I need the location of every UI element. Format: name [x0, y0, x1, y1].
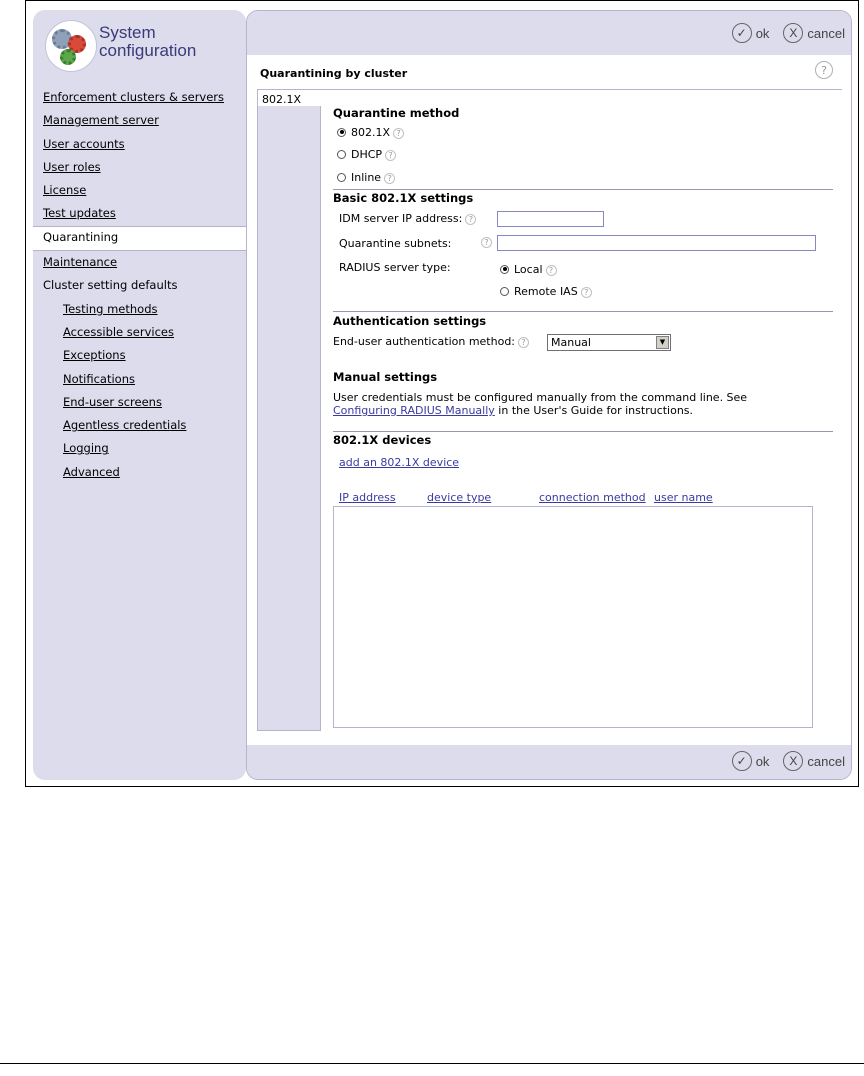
sidebar-item-label: Testing methods: [63, 301, 158, 316]
sidebar-item-user-roles[interactable]: [33, 156, 246, 179]
gear-icon: [60, 49, 76, 65]
radio-icon: [337, 150, 346, 159]
basic-settings-heading: Basic 802.1X settings: [333, 191, 474, 205]
manual-settings-heading: Manual settings: [333, 370, 438, 384]
app-title: [99, 24, 196, 60]
sidebar-item-notifications[interactable]: [33, 368, 246, 391]
radio-radius-remote-ias[interactable]: [500, 285, 592, 298]
help-icon[interactable]: ?: [546, 265, 557, 276]
radio-802-1x[interactable]: [337, 126, 404, 139]
sidebar-item-label: Test updates: [43, 206, 116, 221]
radio-label: Inline: [351, 171, 382, 184]
sidebar-item-testing-methods[interactable]: [33, 298, 246, 321]
radio-label: DHCP: [351, 148, 383, 161]
idm-server-label-text: IDM server IP address:: [339, 212, 463, 225]
auth-method-label-text: End-user authentication method:: [333, 335, 516, 348]
sidebar-item-label: Management server: [43, 113, 159, 128]
idm-server-label: [339, 212, 476, 225]
tab-802-1x[interactable]: 802.1X: [258, 90, 321, 106]
column-device-type[interactable]: device type: [427, 491, 492, 504]
help-icon[interactable]: ?: [815, 61, 833, 79]
sidebar-item-maintenance[interactable]: [33, 251, 246, 274]
sidebar-item-label: Cluster setting defaults: [43, 278, 178, 293]
radio-radius-local[interactable]: [500, 263, 557, 276]
help-icon[interactable]: ?: [465, 214, 476, 225]
sidebar-item-label: User roles: [43, 159, 101, 174]
sidebar-nav: [33, 86, 246, 484]
main-panel: [246, 10, 852, 780]
sidebar-item-label: Logging: [63, 441, 109, 456]
sidebar-item-end-user-screens[interactable]: [33, 391, 246, 414]
toolbar-buttons: [732, 23, 845, 43]
check-icon: ✓: [732, 751, 752, 771]
sidebar-item-label: Quarantining: [43, 229, 119, 244]
radio-label: Local: [514, 263, 543, 276]
chevron-down-icon: ▼: [656, 336, 669, 349]
tab-column: [257, 89, 321, 731]
divider: [333, 311, 833, 312]
configuring-radius-link[interactable]: Configuring RADIUS Manually: [333, 404, 495, 417]
help-icon[interactable]: ?: [581, 287, 592, 298]
add-device-link[interactable]: add an 802.1X device: [339, 456, 460, 469]
sidebar-item-label: Accessible services: [63, 324, 174, 339]
sidebar-item-advanced[interactable]: [33, 461, 246, 484]
cancel-button-bottom[interactable]: [783, 751, 845, 771]
radio-icon: [337, 173, 346, 182]
radio-selected-icon: [337, 128, 346, 137]
radio-label: Remote IAS: [514, 285, 578, 298]
sidebar-item-label: Notifications: [63, 371, 135, 386]
manual-settings-text-2: [333, 404, 693, 417]
sidebar-item-label: End-user screens: [63, 394, 162, 409]
sidebar-item-label: Maintenance: [43, 255, 118, 270]
sidebar-item-management-server[interactable]: [33, 109, 246, 132]
sidebar-item-cluster-setting-defaults: [33, 274, 246, 297]
manual-settings-text-tail: in the User's Guide for instructions.: [494, 404, 694, 417]
quarantine-subnets-input[interactable]: [497, 235, 816, 251]
page-rule: [0, 1063, 864, 1064]
auth-method-select[interactable]: [547, 334, 671, 351]
top-toolbar: [247, 11, 851, 55]
help-icon[interactable]: ?: [393, 128, 404, 139]
sidebar-item-label: Exceptions: [63, 348, 126, 363]
divider: [333, 431, 833, 432]
app-title-line-2: configuration: [99, 41, 197, 60]
ok-label: ok: [755, 753, 770, 769]
sidebar-item-label: License: [43, 183, 87, 198]
help-icon[interactable]: ?: [518, 337, 529, 348]
sidebar-item-test-updates[interactable]: [33, 202, 246, 225]
sidebar-item-label: Advanced: [63, 464, 120, 479]
cancel-label: cancel: [807, 753, 845, 769]
sidebar-item-exceptions[interactable]: [33, 344, 246, 367]
cancel-button-top[interactable]: [783, 23, 845, 43]
sidebar-item-label: Agentless credentials: [63, 418, 187, 433]
quarantine-subnets-label: Quarantine subnets:: [339, 237, 452, 250]
sidebar-item-accessible-services[interactable]: [33, 321, 246, 344]
radio-icon: [500, 287, 509, 296]
close-icon: X: [783, 751, 803, 771]
devices-heading: 802.1X devices: [333, 433, 432, 447]
bottom-toolbar: [247, 745, 851, 779]
sidebar-item-license[interactable]: [33, 179, 246, 202]
column-connection-method[interactable]: connection method: [539, 491, 646, 504]
help-icon[interactable]: ?: [385, 150, 396, 161]
sidebar-item-user-accounts[interactable]: [33, 133, 246, 156]
devices-list[interactable]: [333, 506, 813, 728]
radius-server-type-label: RADIUS server type:: [339, 261, 451, 274]
close-icon: X: [783, 23, 803, 43]
sidebar: [33, 10, 246, 780]
radio-dhcp[interactable]: [337, 148, 396, 161]
sidebar-item-quarantining[interactable]: [33, 226, 246, 251]
radio-selected-icon: [500, 265, 509, 274]
sidebar-item-logging[interactable]: [33, 437, 246, 460]
divider: [333, 189, 833, 190]
help-icon[interactable]: ?: [481, 237, 492, 248]
app-title-line-1: System: [99, 23, 156, 42]
sidebar-item-enforcement-clusters[interactable]: [33, 86, 246, 109]
sidebar-item-label: User accounts: [43, 136, 125, 151]
check-icon: ✓: [732, 23, 752, 43]
auth-method-label: [333, 335, 529, 348]
idm-server-ip-input[interactable]: [497, 211, 604, 227]
panel-title: Quarantining by cluster: [260, 67, 408, 80]
sidebar-item-label: Enforcement clusters & servers: [43, 90, 225, 104]
ok-button-bottom[interactable]: [732, 751, 770, 771]
ok-label: ok: [755, 25, 770, 41]
quarantine-method-heading: Quarantine method: [333, 106, 460, 120]
auth-settings-heading: Authentication settings: [333, 314, 487, 328]
ok-button-top[interactable]: [732, 23, 770, 43]
toolbar-buttons: [732, 751, 845, 771]
auth-method-value: Manual: [551, 336, 591, 349]
radio-inline[interactable]: [337, 171, 395, 184]
sidebar-item-agentless-credentials[interactable]: [33, 414, 246, 437]
column-user-name[interactable]: user name: [654, 491, 713, 504]
column-ip-address[interactable]: IP address: [339, 491, 396, 504]
system-configuration-logo-icon: [45, 20, 97, 72]
cancel-label: cancel: [807, 25, 845, 41]
manual-settings-text-1: User credentials must be configured manually from the command line. See: [333, 391, 748, 404]
radio-label: 802.1X: [351, 126, 391, 139]
content-area: [321, 89, 842, 731]
help-icon[interactable]: ?: [384, 173, 395, 184]
